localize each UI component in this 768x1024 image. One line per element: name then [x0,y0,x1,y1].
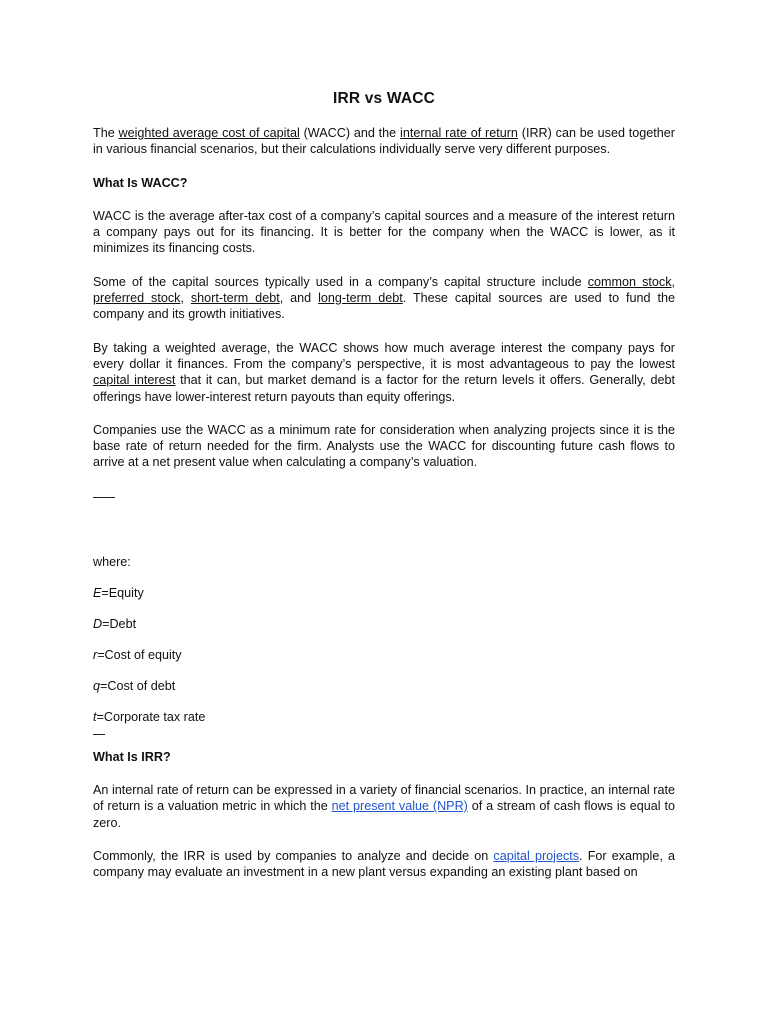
text-run: Commonly, the IRR is used by companies to analyze and decide on [93,848,494,863]
text-run: , [671,274,676,289]
where-label: where: [93,554,131,569]
irr-term-link[interactable]: internal rate of return [400,126,518,140]
variable-symbol: D [93,616,103,631]
definition-item [93,647,675,663]
document-body [93,125,675,897]
text-run: An internal rate of return can be expressed in a variety of financial scenarios. In practice, an internal rate of return is a valuation metric in which the [93,782,675,814]
text-run: , [180,291,191,306]
capital-projects-link[interactable]: capital projects [493,848,580,863]
text-run: By taking a weighted average, the WACC shows how much average interest the company pays for every dollar it finances. From the company’s perspective, it is most advantageous to pay the lowest [93,340,675,371]
text-run: (IRR) can be used together in various financial scenarios, but their calculations individually serve very different purposes. [93,126,675,157]
irr-paragraph-1 [93,782,675,831]
page-title: IRR vs WACC [332,90,436,107]
variable-meaning: =Corporate tax rate [96,709,206,724]
text-run: . For example, a company may evaluate an investment in a new plant versus expanding an existing plant based on [93,848,675,880]
formula-separator-line [93,489,115,498]
text-run: Some of the capital sources typically used in a company’s capital structure include [93,274,588,289]
short-term-debt-link[interactable]: short-term debt [190,291,280,306]
variable-definitions [93,554,675,725]
text-run: , and [279,291,319,306]
definition-item [93,678,675,694]
variable-symbol: q [93,678,101,693]
text-run: (WACC) and the [299,126,401,140]
preferred-stock-link[interactable]: preferred stock [93,291,181,306]
variable-meaning: =Cost of debt [100,678,176,693]
wacc-heading: What Is WACC? [93,175,188,190]
variable-meaning: =Equity [101,585,144,600]
common-stock-link[interactable]: common stock [587,274,672,289]
wacc-paragraph-4: Companies use the WACC as a minimum rate for consideration when analyzing projects since it is the base rate of return needed for the firm. Analysts use the WACC for discounting future cash flows to arrive at a net present value when calculating a company’s valuation. [93,422,675,470]
long-term-debt-link[interactable]: long-term debt [318,291,403,306]
wacc-term-link[interactable]: weighted average cost of capital [118,126,300,140]
text-run: The [93,126,119,140]
variable-symbol: t [93,709,97,724]
definitions-end-line [93,728,105,735]
irr-paragraph-2 [93,848,675,881]
text-run: of a stream of cash flows is equal to zero. [93,799,675,830]
variable-symbol: r [93,647,98,662]
definition-item [93,585,675,601]
definition-item [93,616,675,632]
variable-symbol: E [93,585,102,600]
wacc-paragraph-3 [93,340,675,405]
net-present-value-link[interactable]: net present value (NPR) [331,799,468,814]
intro-paragraph [93,125,675,158]
variable-meaning: =Cost of equity [97,647,182,662]
capital-interest-link[interactable]: capital interest [93,373,176,388]
irr-heading: What Is IRR? [93,749,171,764]
wacc-paragraph-2 [93,274,675,323]
text-run: that it can, but market demand is a factor for the return levels it offers. Generally, debt offerings have lower-interest return payouts than equity offerings. [93,373,676,404]
variable-meaning: =Debt [102,616,137,631]
definition-item [93,709,675,725]
text-run: . These capital sources are used to fund the company and its growth initiatives. [93,291,676,322]
wacc-paragraph-1: WACC is the average after-tax cost of a company’s capital sources and a measure of the interest return a company pays out for its financing. It is better for the company when the WACC is lower, as it minimizes its financing costs. [93,208,675,256]
